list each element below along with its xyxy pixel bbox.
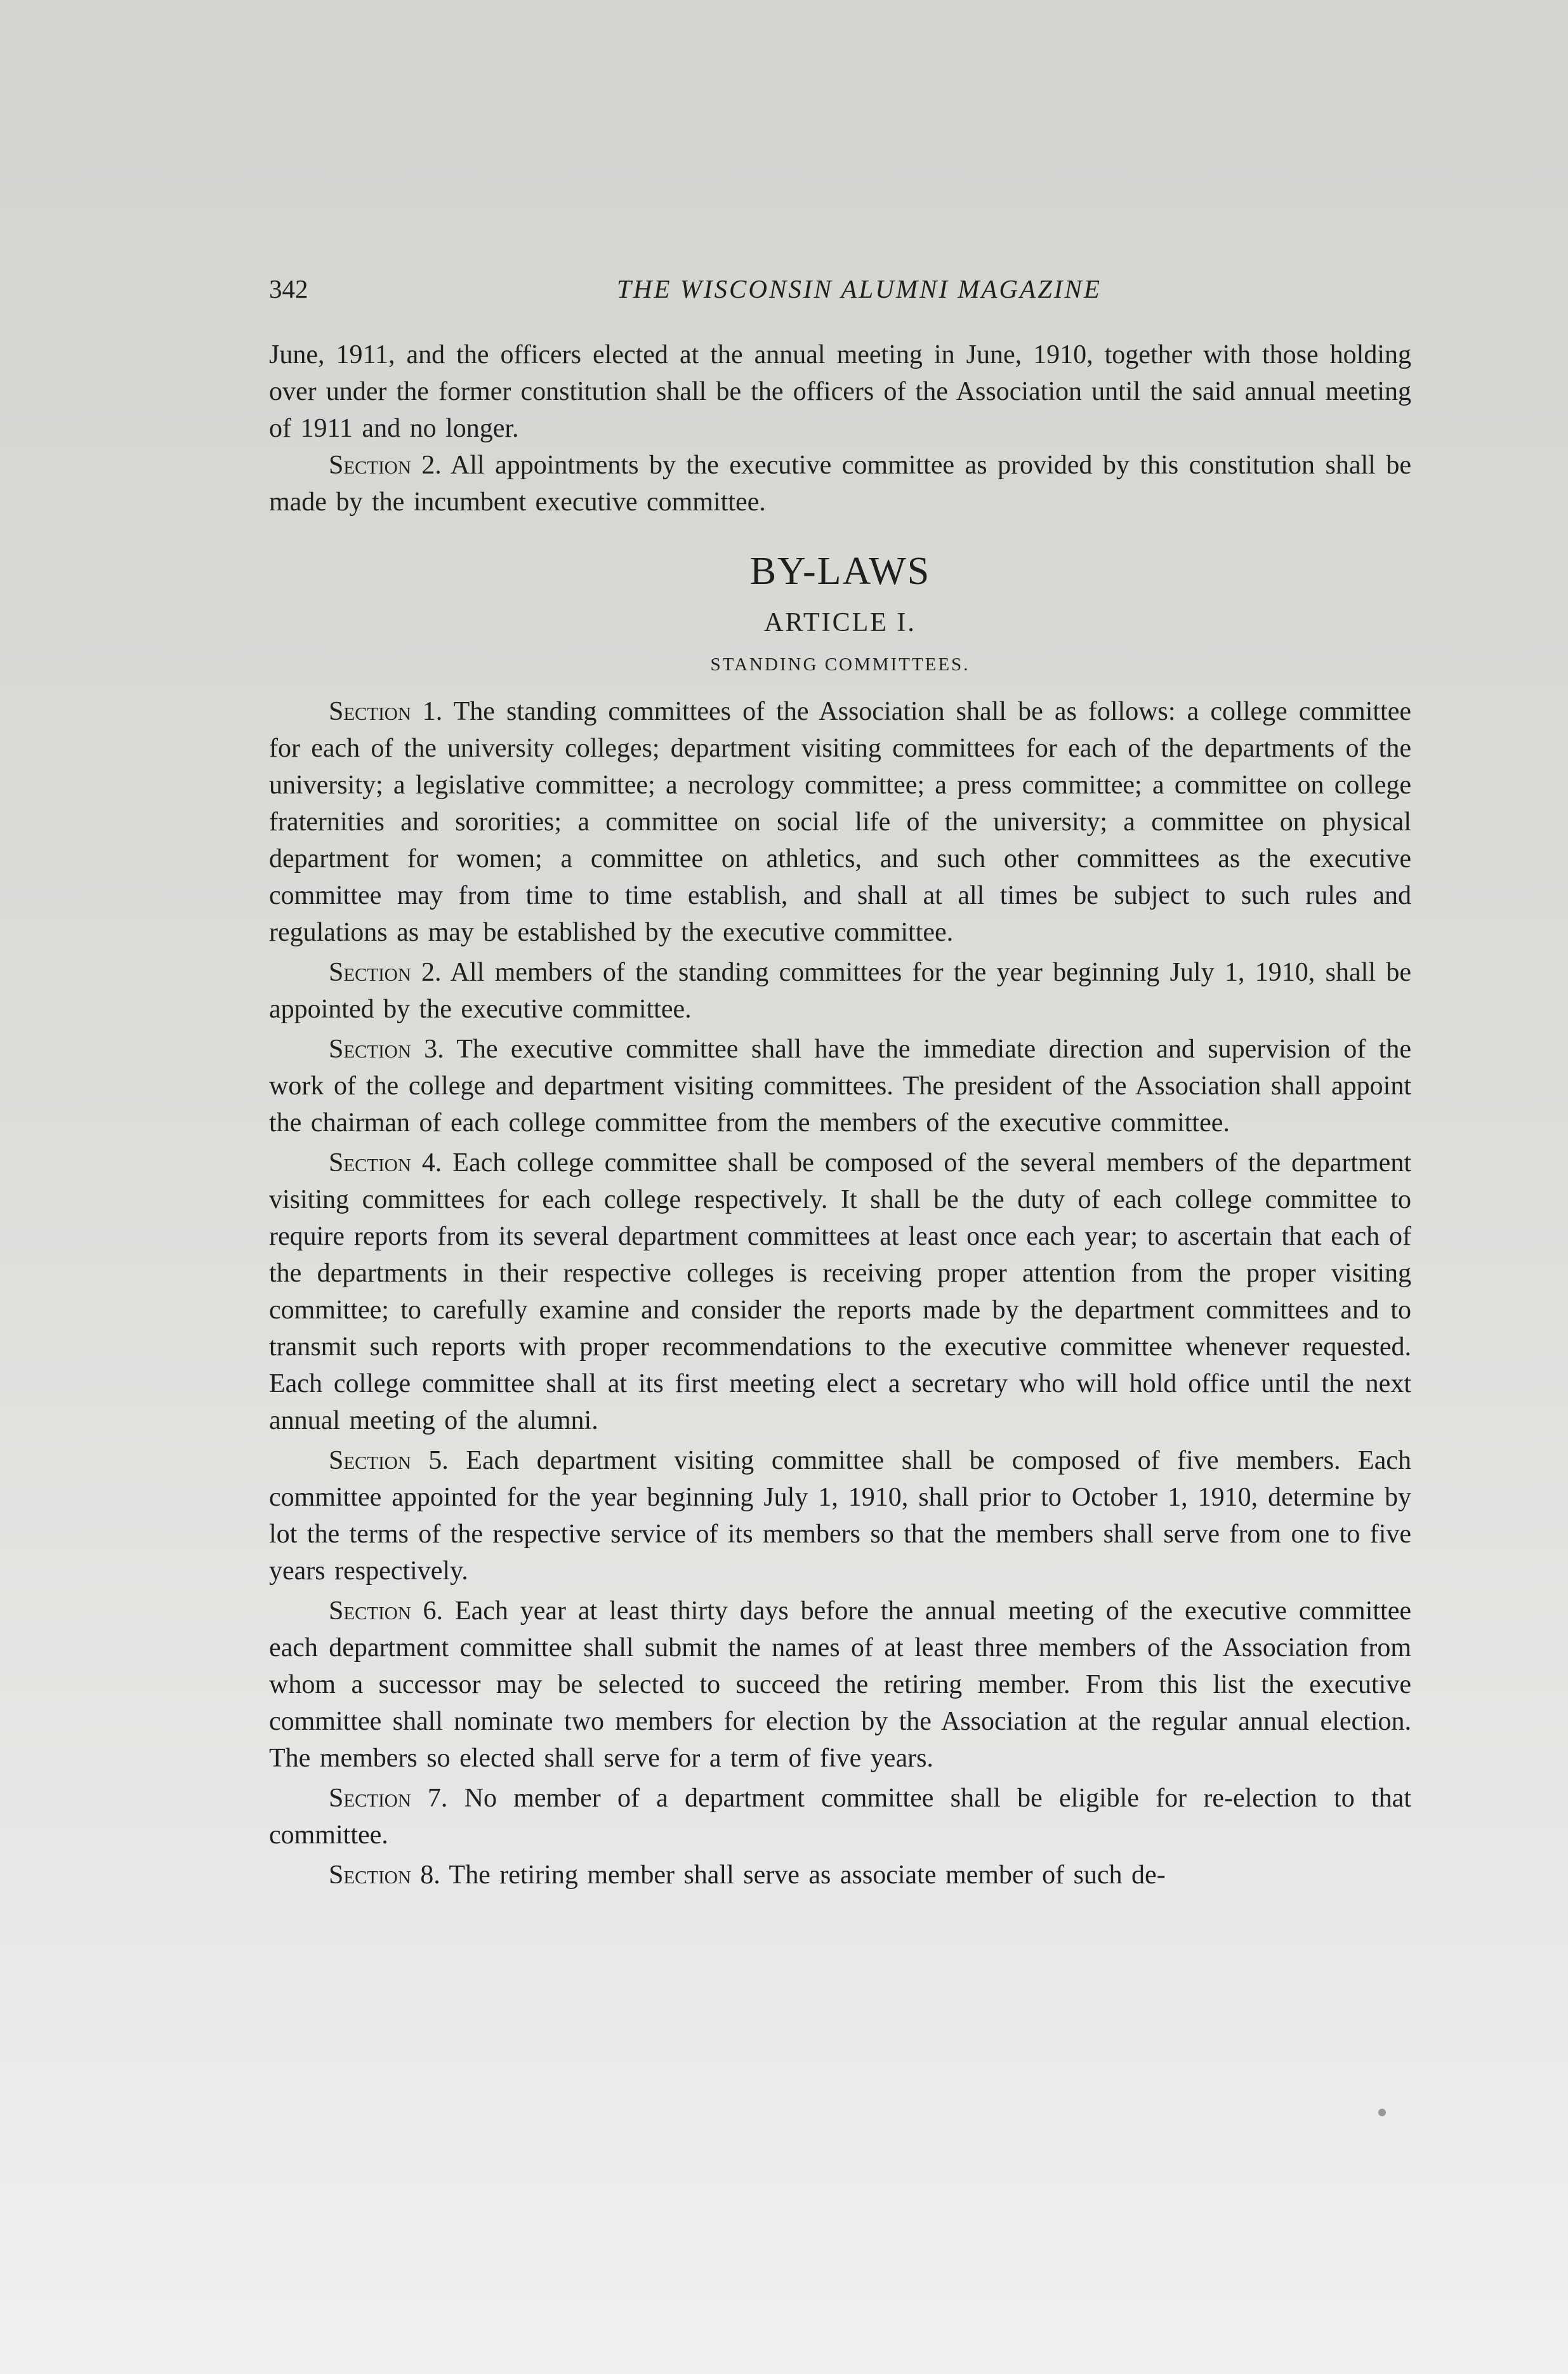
bylaw-section-4 bbox=[269, 1144, 1411, 1439]
article-subtitle: STANDING COMMITTEES. bbox=[710, 654, 970, 675]
section-text: 4. Each college committee shall be composed of the several members of the department visiting committees for each college respectively. It shall be the duty of each college committee to require reports from its several department committees at least once each year; to ascertain that each of the departments in their respective colleges is receiving proper attention from the proper visiting committee; to carefully examine and consider the reports made by the department committees and to transmit such reports with proper recommendations to the executive committee whenever requested. Each college committee shall at its first meeting elect a secretary who will hold office until the next annual meeting of the alumni. bbox=[269, 1148, 1411, 1435]
article-heading: ARTICLE I. bbox=[764, 608, 916, 637]
page-number: 342 bbox=[269, 274, 308, 303]
section-label: Section bbox=[329, 1596, 411, 1626]
section-label: Section bbox=[329, 958, 411, 987]
bylaw-section-7 bbox=[269, 1780, 1411, 1853]
section-label: Section bbox=[329, 1784, 411, 1813]
section-text: 5. Each department visiting committee shall be composed of five members. Each committee appointed for the year beginning July 1, 1910, shall prior to October 1, 1910, determine by lot the terms of the respective service of its members so that the members shall serve from one to five years respectively. bbox=[269, 1446, 1411, 1586]
section-text: 2. All appointments by the executive committee as provided by this constitution shall be made by the incumbent executive committee. bbox=[269, 451, 1411, 517]
bylaw-section-3 bbox=[269, 1031, 1411, 1141]
section-text: 3. The executive committee shall have the immediate direction and supervision of the work of the college and department visiting committees. The president of the Association shall appoint the chairman of each college committee from the members of the executive committee. bbox=[269, 1035, 1411, 1137]
section-label: Section bbox=[329, 1148, 411, 1177]
section-label: Section bbox=[329, 697, 411, 726]
bylaw-section-2 bbox=[269, 954, 1411, 1028]
section-label: Section bbox=[329, 1860, 411, 1890]
paper-speck bbox=[1378, 2109, 1386, 2116]
section-label: Section bbox=[329, 451, 411, 480]
section-label: Section bbox=[329, 1035, 411, 1064]
journal-title: THE WISCONSIN ALUMNI MAGAZINE bbox=[617, 274, 1102, 303]
bylaws-title: BY-LAWS bbox=[749, 550, 931, 593]
constitution-section-2 bbox=[269, 447, 1411, 521]
constitution-continuation: June, 1911, and the officers elected at the annual meeting in June, 1910, together with those holding over under the former constitution shall be the officers of the Association until the said annual meeting of 1911 and no longer. bbox=[269, 340, 1411, 443]
section-label: Section bbox=[329, 1446, 411, 1475]
section-text: 2. All members of the standing committees for the year beginning July 1, 1910, shall be appointed by the executive committee. bbox=[269, 958, 1411, 1024]
section-text: 1. The standing committees of the Association shall be as follows: a college committee for each of the university colleges; department visiting committees for each of the departments of the university; a legislative committee; a necrology committee; a press committee; a committee on college fraternities and sororities; a committee on social life of the university; a committee on physical department for women; a committee on athletics, and such other committees as the executive committee may from time to time establish, and shall at all times be subject to such rules and regulations as may be established by the executive committee. bbox=[269, 697, 1411, 947]
section-text: 6. Each year at least thirty days before the annual meeting of the executive committee each department committee shall submit the names of at least three members of the Association from whom a successor may be selected to succeed the retiring member. From this list the executive committee shall nominate two members for election by the Association at the regular annual election. The members so elected shall serve for a term of five years. bbox=[269, 1596, 1411, 1773]
bylaw-section-5 bbox=[269, 1442, 1411, 1589]
magazine-page bbox=[269, 267, 1411, 1893]
running-head bbox=[269, 267, 1411, 311]
section-text: 8. The retiring member shall serve as associate member of such de- bbox=[411, 1860, 1166, 1890]
bylaw-section-8 bbox=[269, 1857, 1411, 1893]
section-text: 7. No member of a department committee shall be eligible for re-election to that committee. bbox=[269, 1784, 1411, 1850]
bylaw-section-6 bbox=[269, 1593, 1411, 1777]
bylaw-section-1 bbox=[269, 693, 1411, 951]
